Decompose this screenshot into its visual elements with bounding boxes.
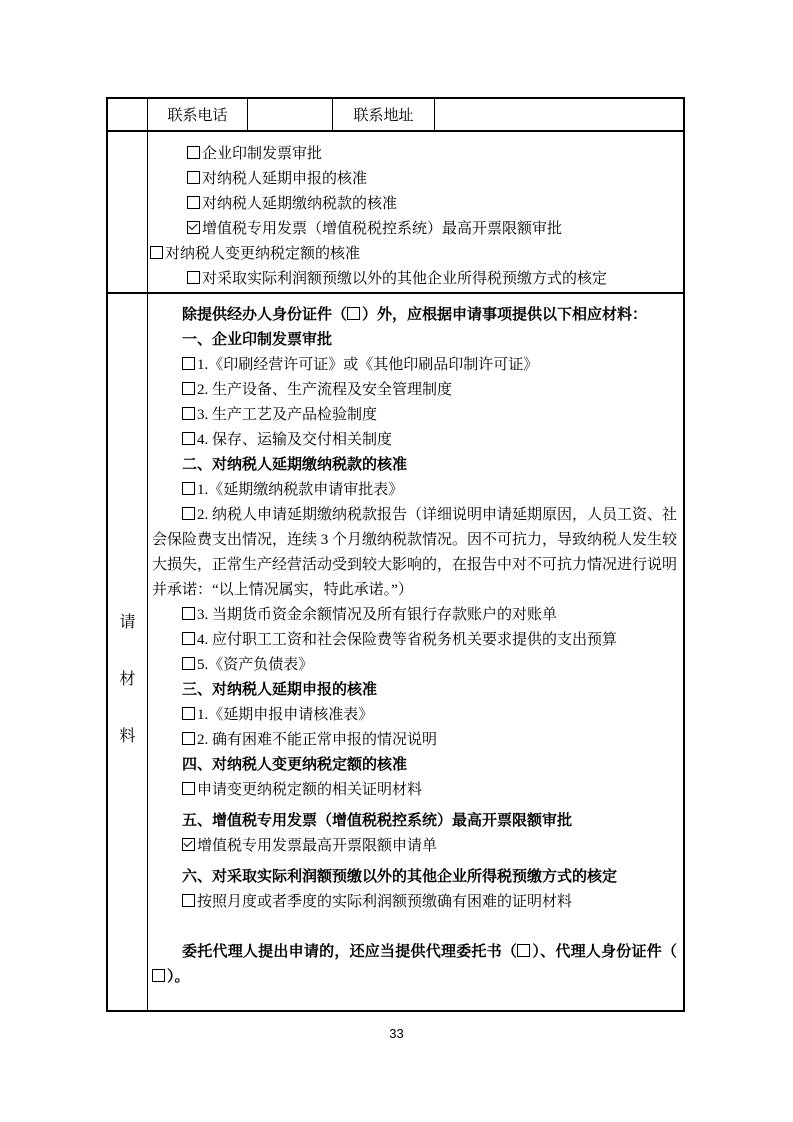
checkbox-unchecked-icon[interactable]: [187, 171, 200, 184]
materials-paragraph: 除提供经办人身份证件（ ）外，应根据申请事项提供以下相应材料：: [182, 307, 648, 323]
materials-item-label: 3. 当期货币资金余额情况及所有银行存款账户的对账单: [197, 607, 558, 623]
checkbox-unchecked-icon[interactable]: [182, 782, 195, 795]
approval-item-label: 企业印制发票审批: [202, 146, 323, 162]
materials-item-label: 增值税专用发票最高开票限额申请单: [197, 838, 438, 854]
checkbox-unchecked-icon[interactable]: [182, 407, 195, 420]
row-label-char: 料: [119, 727, 136, 745]
checkbox-unchecked-icon[interactable]: [187, 146, 200, 159]
contact-row-stub-cell: [108, 99, 148, 130]
approval-checkbox-item: [187, 267, 677, 292]
materials-item: [152, 353, 677, 378]
materials-item-label: 按照月度或者季度的实际利润额预缴确有困难的证明材料: [197, 894, 573, 910]
checkbox-checked-icon[interactable]: [187, 221, 200, 234]
row-label-char: 请: [119, 613, 136, 631]
checkbox-checked-icon[interactable]: [182, 838, 195, 851]
contact-phone-value[interactable]: [248, 99, 333, 130]
approval-checkbox-item: [187, 167, 677, 192]
checkbox-unchecked-icon[interactable]: [187, 271, 200, 284]
materials-content: [148, 294, 683, 1010]
materials-item: [152, 428, 677, 453]
approval-checklist: [148, 132, 683, 292]
checkbox-unchecked-icon[interactable]: [182, 432, 195, 445]
materials-item: [152, 890, 677, 915]
checkbox-unchecked-icon[interactable]: [187, 196, 200, 209]
materials-item-label: 2. 生产设备、生产流程及安全管理制度: [197, 382, 453, 398]
materials-paragraph: 委托代理人提出申请的，还应当提供代理委托书（ ）、代理人身份证件（）。: [152, 940, 677, 990]
materials-section-heading: 六、对采取实际利润额预缴以外的其他企业所得税预缴方式的核定: [182, 869, 618, 885]
materials-item-label: 3. 生产工艺及产品检验制度: [197, 407, 378, 423]
materials-item-label: 4. 保存、运输及交付相关制度: [197, 432, 393, 448]
approval-row: [108, 132, 683, 294]
approval-checkbox-item: [187, 217, 677, 242]
materials-item: [152, 603, 677, 628]
checkbox-unchecked-icon[interactable]: [182, 607, 195, 620]
materials-item-label: 1.《延期缴纳税款申请审批表》: [197, 482, 404, 498]
approval-item-label: 对纳税人变更纳税定额的核准: [165, 246, 361, 262]
materials-section-heading: 四、对纳税人变更纳税定额的核准: [182, 757, 408, 773]
row-label-char: 材: [119, 670, 136, 688]
approval-checkbox-item: [187, 142, 677, 167]
materials-item-label: 申请变更纳税定额的相关证明材料: [197, 782, 423, 798]
approval-item-label: 增值税专用发票（增值税税控系统）最高开票限额审批: [202, 221, 563, 237]
checkbox-unchecked-icon[interactable]: [182, 382, 195, 395]
approval-item-label: 对纳税人延期申报的核准: [202, 171, 368, 187]
approval-item-label: 对采取实际利润额预缴以外的其他企业所得税预缴方式的核定: [202, 271, 608, 287]
materials-row-label: [108, 294, 148, 1010]
application-form-table: [106, 97, 685, 1012]
approval-row-stub-cell: [108, 132, 148, 292]
materials-item-label: 1.《延期申报申请核准表》: [197, 707, 374, 723]
checkbox-unchecked-icon[interactable]: [182, 657, 195, 670]
materials-item: [152, 703, 677, 728]
contact-address-value[interactable]: [435, 99, 683, 130]
approval-item-label: 对纳税人延期缴纳税款的核准: [202, 196, 398, 212]
checkbox-unchecked-icon[interactable]: [182, 507, 195, 520]
materials-section-heading: 五、增值税专用发票（增值税税控系统）最高开票限额审批: [182, 813, 573, 829]
materials-item: [152, 653, 677, 678]
contact-address-label: 联系地址: [333, 99, 435, 130]
contact-phone-label: 联系电话: [148, 99, 248, 130]
checkbox-unchecked-icon[interactable]: [182, 357, 195, 370]
materials-item-label: 5.《资产负债表》: [197, 657, 314, 673]
approval-checkbox-item: [150, 242, 677, 267]
materials-section-heading: 一、企业印制发票审批: [182, 332, 333, 348]
materials-item: [152, 503, 677, 603]
materials-item-label: 1.《印刷经营许可证》或《其他印刷品印制许可证》: [197, 357, 539, 373]
materials-item-label: 2. 确有困难不能正常申报的情况说明: [197, 732, 438, 748]
inline-checkbox-icon[interactable]: [517, 944, 530, 957]
checkbox-unchecked-icon[interactable]: [150, 246, 163, 259]
inline-checkbox-icon[interactable]: [152, 969, 165, 982]
materials-item: [152, 478, 677, 503]
materials-item: [152, 378, 677, 403]
materials-section-heading: 三、对纳税人延期申报的核准: [182, 682, 378, 698]
checkbox-unchecked-icon[interactable]: [182, 894, 195, 907]
materials-item: [152, 834, 677, 859]
inline-checkbox-icon[interactable]: [347, 307, 360, 320]
materials-item: [152, 628, 677, 653]
page-number: 33: [389, 1026, 404, 1041]
materials-item: [152, 403, 677, 428]
contact-row: [108, 99, 683, 132]
checkbox-unchecked-icon[interactable]: [182, 707, 195, 720]
materials-item-label: 2. 纳税人申请延期缴纳税款报告（详细说明申请延期原因，人员工资、社会保险费支出情况，连续 3 个月缴纳税款情况。因不可抗力，导致纳税人发生较大损失，正常生产经营活动受到较大影响的，在报告中对不可抗力情况进行说明并承诺：“以上情况属实，特此承诺。”）: [152, 507, 678, 598]
materials-section-heading: 二、对纳税人延期缴纳税款的核准: [182, 457, 408, 473]
materials-item-label: 4. 应付职工工资和社会保险费等省税务机关要求提供的支出预算: [197, 632, 618, 648]
checkbox-unchecked-icon[interactable]: [182, 732, 195, 745]
materials-row: [108, 294, 683, 1010]
materials-item: [152, 778, 677, 803]
checkbox-unchecked-icon[interactable]: [182, 632, 195, 645]
spacer: [152, 915, 677, 940]
approval-checkbox-item: [187, 192, 677, 217]
materials-item: [152, 728, 677, 753]
checkbox-unchecked-icon[interactable]: [182, 482, 195, 495]
